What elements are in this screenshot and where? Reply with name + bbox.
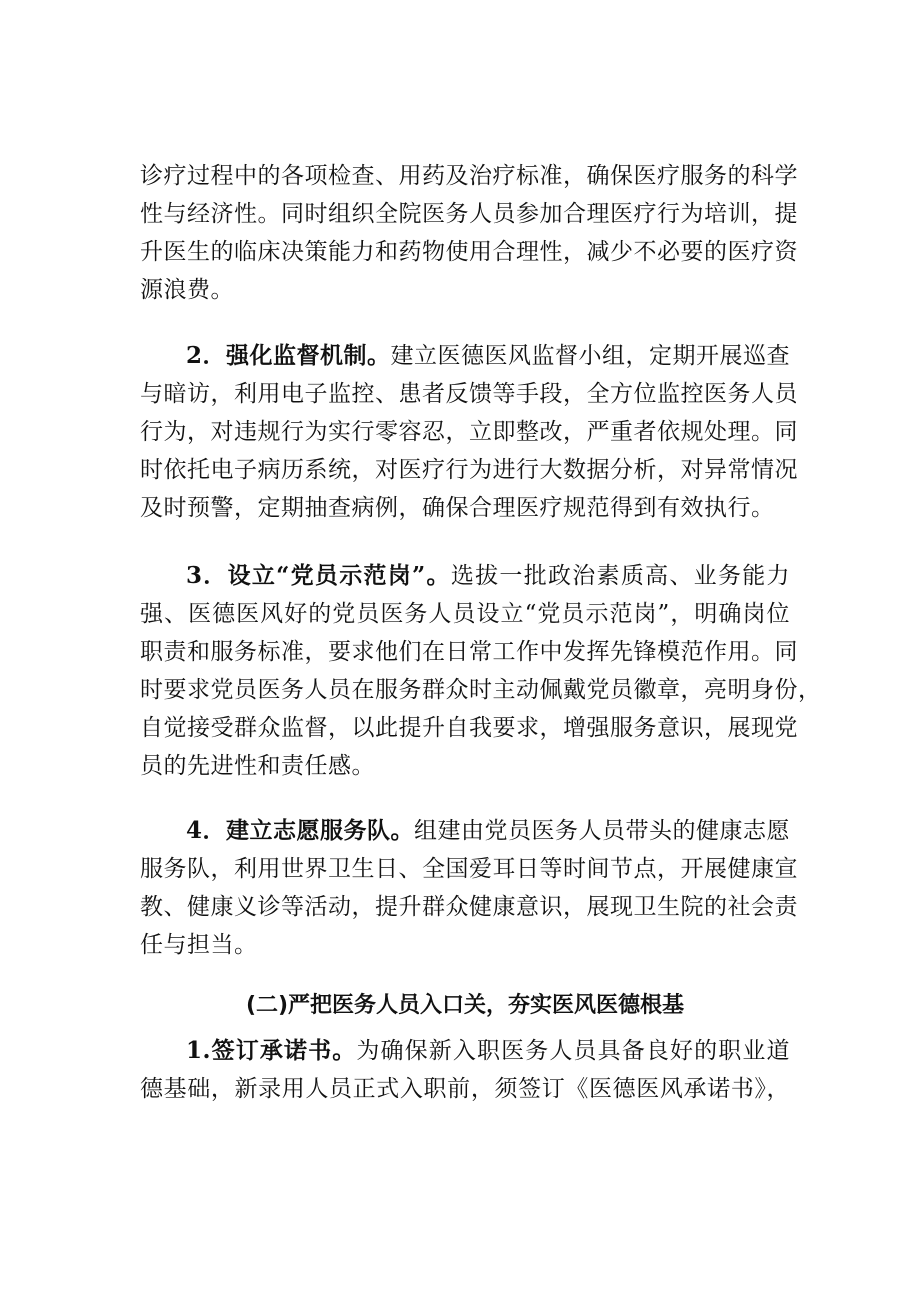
paragraph-commitment <box>140 1035 790 1105</box>
text-line-first <box>140 560 790 592</box>
text-line: 员的先进性和责任感。 <box>140 753 375 779</box>
paragraph-party-member-post <box>140 560 822 782</box>
text-line: 自觉接受群众监督，以此提升自我要求，增强服务意识，展现党 <box>140 715 798 741</box>
section-heading: (二)严把医务人员入口关，夯实医风医德根基 <box>245 993 685 1018</box>
paragraph-title: 3．设立“党员示范岗”。 <box>186 562 451 589</box>
text-line-first <box>140 1035 790 1067</box>
paragraph-title: 2．强化监督机制。 <box>186 342 391 369</box>
text-line: 强、医德医风好的党员医务人员设立“党员示范岗”，明确岗位 <box>140 601 790 627</box>
paragraph-continuation <box>140 160 798 306</box>
text-line: 诊疗过程中的各项检查、用药及治疗标准，确保医疗服务的科学 <box>140 163 798 189</box>
text-line: 行为，对违规行为实行零容忍，立即整改，严重者依规处理。同 <box>140 419 798 445</box>
text-line: 职责和服务标准，要求他们在日常工作中发挥先锋模范作用。同 <box>140 639 798 665</box>
text-line: 及时预警，定期抽查病例，确保合理医疗规范得到有效执行。 <box>140 495 775 521</box>
text-line: 升医生的临床决策能力和药物使用合理性，减少不必要的医疗资 <box>140 239 798 265</box>
text-line: 源浪费。 <box>140 277 234 303</box>
text-line: 时要求党员医务人员在服务群众时主动佩戴党员徽章，亮明身份， <box>140 677 822 703</box>
paragraph-title: 4．建立志愿服务队。 <box>186 817 415 844</box>
paragraph-volunteer-team <box>140 815 798 961</box>
text-line: 教、健康义诊等活动，提升群众健康意识，展现卫生院的社会责 <box>140 894 798 920</box>
text-line: 德基础，新录用人员正式入职前，须签订《医德医风承诺书》， <box>140 1076 790 1102</box>
text-line: 性与经济性。同时组织全院医务人员参加合理医疗行为培训，提 <box>140 201 798 227</box>
paragraph-text: 为确保新入职医务人员具备良好的职业道 <box>356 1038 791 1064</box>
paragraph-text: 组建由党员医务人员带头的健康志愿 <box>414 818 791 844</box>
text-line: 任与担当。 <box>140 932 258 958</box>
text-line-first <box>140 340 790 372</box>
text-line: 时依托电子病历系统，对医疗行为进行大数据分析，对异常情况 <box>140 457 798 483</box>
text-line: 服务队，利用世界卫生日、全国爱耳日等时间节点，开展健康宣 <box>140 856 798 882</box>
text-line: 与暗访，利用电子监控、患者反馈等手段，全方位监控医务人员 <box>140 381 798 407</box>
text-line-first <box>140 815 790 847</box>
paragraph-text: 选拔一批政治素质高、业务能力 <box>450 563 790 589</box>
paragraph-text: 建立医德医风监督小组，定期开展巡查 <box>390 343 791 369</box>
paragraph-supervision <box>140 340 798 524</box>
paragraph-title: 1.签订承诺书。 <box>186 1037 357 1064</box>
